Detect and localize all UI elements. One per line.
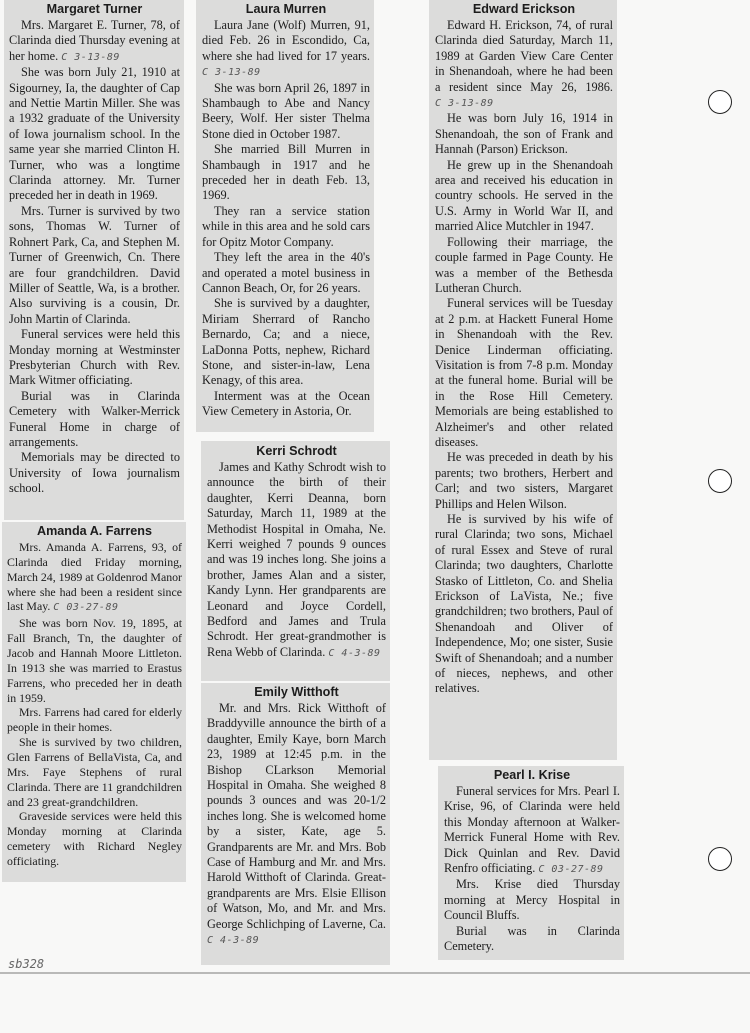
clipping-paragraph bbox=[7, 809, 182, 868]
paragraph-text: Mrs. Turner is survived by two sons, Thomas W. Turner of Rohnert Park, Ca, and Stephen M. Turner of Greenwich, Cn. There are four grandchildren. David Miller of Seattle, Wa, is a brother. Also surviving is a cousin, Dr. John Martin of Clarinda. bbox=[9, 203, 180, 326]
handwritten-date-annotation: C 4-3-89 bbox=[207, 935, 260, 947]
clipping-paragraph bbox=[435, 158, 613, 235]
handwritten-date-annotation: C 3-13-89 bbox=[202, 67, 261, 79]
page-number-note: sb328 bbox=[8, 957, 45, 971]
page-edge-line bbox=[0, 972, 750, 974]
paragraph-text: Graveside services were held this Monday morning at Clarinda cemetery with Richard Negley officiating. bbox=[7, 809, 182, 869]
paragraph-text: Mrs. Amanda A. Farrens, 93, of Clarinda died Friday morning, March 24, 1989 at Goldenrod Manor where she had been a resident since last May. bbox=[7, 540, 182, 614]
paragraph-text: Mrs. Krise died Thursday morning at Mercy Hospital in Council Bluffs. bbox=[444, 877, 620, 923]
birth-announcement-emily-witthoft bbox=[201, 683, 390, 965]
paragraph-text: Interment was at the Ocean View Cemetery in Astoria, Or. bbox=[202, 388, 370, 419]
paragraph-text: She was born Nov. 19, 1895, at Fall Branch, Tn, the daughter of Jacob and Hannah Moore Littleton. In 1913 she was married to Erastus Farrens, who preceded her in death in 1959. bbox=[7, 616, 182, 705]
handwritten-date-annotation: C 3-13-89 bbox=[61, 51, 120, 63]
clipping-paragraph bbox=[9, 18, 180, 65]
paragraph-text: He is survived by his wife of rural Clarinda; two sons, Michael of rural Essex and Steve of rural Clarinda; two daughters, Charlotte Stasko of Littleton, Co. and Shelia Erickson of LaVista, Ne.; five grandchildren; two brothers, Paul of Shenandoah and Oliver of Independence, Mo; one sister, Susie Swift of Shenandoah; and a number of nieces, nephews, and other relatives. bbox=[435, 512, 613, 696]
clipping-heading: Kerri Schrodt bbox=[256, 444, 337, 458]
clipping-paragraph bbox=[7, 540, 182, 616]
clipping-heading: Emily Witthoft bbox=[254, 685, 339, 699]
paragraph-text: She married Bill Murren in Shambaugh in 1917 and he preceded her in death Feb. 13, 1969. bbox=[202, 142, 370, 203]
clipping-paragraph bbox=[7, 616, 182, 705]
paragraph-text: He was born July 16, 1914 in Shenandoah, the son of Frank and Hannah (Parson) Erickson. bbox=[435, 111, 613, 157]
clipping-paragraph bbox=[435, 18, 613, 111]
clipping-paragraph bbox=[435, 235, 613, 297]
clipping-paragraph bbox=[202, 389, 370, 420]
clipping-paragraph bbox=[444, 924, 620, 955]
clipping-paragraph bbox=[9, 389, 180, 451]
handwritten-date-annotation: C 03-27-89 bbox=[538, 864, 604, 876]
paragraph-text: She is survived by a daughter, Miriam Sherrard of Rancho Bernardo, Ca; and a niece, LaDonna Potts, nephew, Richard Stone, and sister-in-law, Lena Kenagy, of this area. bbox=[202, 296, 370, 388]
clipping-heading: Pearl I. Krise bbox=[493, 768, 571, 782]
clipping-paragraph bbox=[9, 65, 180, 204]
obituary-clipping-edward-erickson bbox=[429, 0, 617, 760]
clipping-paragraph bbox=[9, 450, 180, 496]
paragraph-text: She is survived by two children, Glen Farrens of BellaVista, Ca, and Mrs. Faye Stephens of rural Clarinda. There are 11 grandchildren and 23 great-grandchildren. bbox=[7, 735, 182, 809]
clipping-paragraph bbox=[202, 204, 370, 250]
handwritten-date-annotation: C 03-27-89 bbox=[53, 602, 119, 614]
clipping-heading: Margaret Turner bbox=[46, 2, 143, 16]
paragraph-text: Burial was in Clarinda Cemetery. bbox=[444, 923, 620, 954]
clipping-paragraph bbox=[202, 18, 370, 81]
paragraph-text: Memorials may be directed to University of Iowa journalism school. bbox=[9, 450, 180, 496]
clipping-paragraph bbox=[435, 111, 613, 157]
clipping-paragraph bbox=[435, 512, 613, 697]
clipping-paragraph bbox=[202, 250, 370, 296]
clipping-paragraph bbox=[444, 784, 620, 877]
clipping-heading: Amanda A. Farrens bbox=[36, 524, 152, 538]
handwritten-date-annotation: C 4-3-89 bbox=[328, 647, 381, 659]
clipping-paragraph bbox=[435, 296, 613, 450]
paragraph-text: They left the area in the 40's and operated a motel business in Cannon Beach, Or, for 26 years. bbox=[202, 250, 370, 295]
clipping-heading: Edward Erickson bbox=[472, 2, 576, 16]
clipping-paragraph bbox=[207, 460, 386, 661]
paragraph-text: Edward H. Erickson, 74, of rural Clarinda died Saturday, March 11, 1989 at Garden View Care Center in Shenandoah, where he had been a resident since May 26, 1986. bbox=[435, 18, 613, 94]
obituary-clipping-pearl-krise bbox=[438, 766, 624, 960]
clipping-paragraph bbox=[9, 327, 180, 389]
paragraph-text: James and Kathy Schrodt wish to announce the birth of their daughter, Kerri Deanna, born Saturday, March 11, 1989 at the Methodist Hospital in Omaha, Ne. Kerri weighed 7 pounds 9 ounces and was 19 inches long. She joins a brother, James Alan and a sister, Kandy Lynn. Her grandparents are Leonard and Joyce Cordell, Bedford and James and Trula Schrodt. Her great-grandmother is Rena Webb of Clarinda. bbox=[207, 460, 386, 659]
paragraph-text: He grew up in the Shenandoah area and received his education in country schools. He served in the U.S. Army in World War II, and married Alice Mutchler in 1947. bbox=[435, 157, 613, 234]
clipping-paragraph bbox=[435, 450, 613, 512]
birth-announcement-kerri-schrodt bbox=[201, 441, 390, 681]
clipping-paragraph bbox=[202, 81, 370, 143]
clipping-heading: Laura Murren bbox=[245, 2, 327, 16]
clipping-paragraph bbox=[202, 296, 370, 388]
clipping-paragraph bbox=[444, 877, 620, 923]
clipping-paragraph bbox=[7, 705, 182, 735]
paragraph-text: Mrs. Margaret E. Turner, 78, of Clarinda died Thursday evening at her home. bbox=[9, 18, 180, 63]
paragraph-text: Mr. and Mrs. Rick Witthoft of Braddyville announce the birth of a daughter, Emily Kaye, born March 23, 1989 at 12:45 p.m. in the Bishop CLarkson Memorial Hospital in Omaha. She weighed 8 pounds 3 ounces and was 20-1/2 inches long. She is welcomed home by a sister, Kate, age 5. Grandparents are Mr. and Mrs. Bob Case of Hamburg and Mr. and Mrs. Harold Witthoft of Clarinda. Great-grandparents are Mrs. Elsie Ellison of Watson, Mo, and Mr. and Mrs. George Schlichping of Laverne, Ca. bbox=[207, 701, 386, 931]
paragraph-text: She was born April 26, 1897 in Shambaugh to Abe and Nancy Beery, Wolf. Her sister Thelma Stone died in October 1987. bbox=[202, 80, 370, 141]
paragraph-text: Funeral services were held this Monday morning at Westminster Presbyterian Church with Rev. Mark Witmer officiating. bbox=[9, 327, 180, 388]
paragraph-text: Mrs. Farrens had cared for elderly people in their homes. bbox=[7, 705, 182, 735]
paragraph-text: She was born July 21, 1910 at Sigourney, Ia, the daughter of Cap and Nettie Martin Miller. She was a 1932 graduate of the University of Iowa journalism school. In the same year she married Clinton H. Turner, who was a longtime Clarinda attorney. Mr. Turner preceded her in death in 1969. bbox=[9, 65, 180, 203]
obituary-clipping-amanda-farrens bbox=[2, 522, 186, 882]
paragraph-text: He was preceded in death by his parents; two brothers, Herbert and Carl; and two sisters, Margaret Phillips and Helen Wilson. bbox=[435, 450, 613, 511]
paragraph-text: Following their marriage, the couple farmed in Page County. He was a member of the Bethesda Lutheran Church. bbox=[435, 234, 613, 295]
paragraph-text: Burial was in Clarinda Cemetery with Walker-Merrick Funeral Home in charge of arrangements. bbox=[9, 388, 180, 449]
binder-hole bbox=[708, 469, 732, 493]
handwritten-date-annotation: C 3-13-89 bbox=[435, 98, 494, 110]
paragraph-text: Funeral services will be Tuesday at 2 p.m. at Hackett Funeral Home in Shenandoah with the Rev. Denice Linderman officiating. Visitation is from 7-8 p.m. Monday at the funeral home. Burial will be in the Rose Hill Cemetery. Memorials are being established to Alzheimer's and other related diseases. bbox=[435, 296, 613, 449]
clipping-paragraph bbox=[207, 701, 386, 949]
binder-hole bbox=[708, 90, 732, 114]
obituary-clipping-laura-murren bbox=[196, 0, 374, 432]
paragraph-text: They ran a service station while in this area and he sold cars for Opitz Motor Company. bbox=[202, 203, 370, 249]
clipping-paragraph bbox=[7, 735, 182, 809]
clipping-paragraph bbox=[202, 142, 370, 204]
clipping-paragraph bbox=[9, 204, 180, 327]
paragraph-text: Laura Jane (Wolf) Murren, 91, died Feb. 26 in Escondido, Ca, where she had lived for 17 years. bbox=[202, 18, 370, 63]
binder-hole bbox=[708, 847, 732, 871]
paragraph-text: Funeral services for Mrs. Pearl I. Krise, 96, of Clarinda were held this Monday afternoon at Walker-Merrick Funeral Home with Rev. Dick Quinlan and Rev. David Renfro officiating. bbox=[444, 784, 620, 876]
obituary-clipping-margaret-turner bbox=[4, 0, 184, 520]
